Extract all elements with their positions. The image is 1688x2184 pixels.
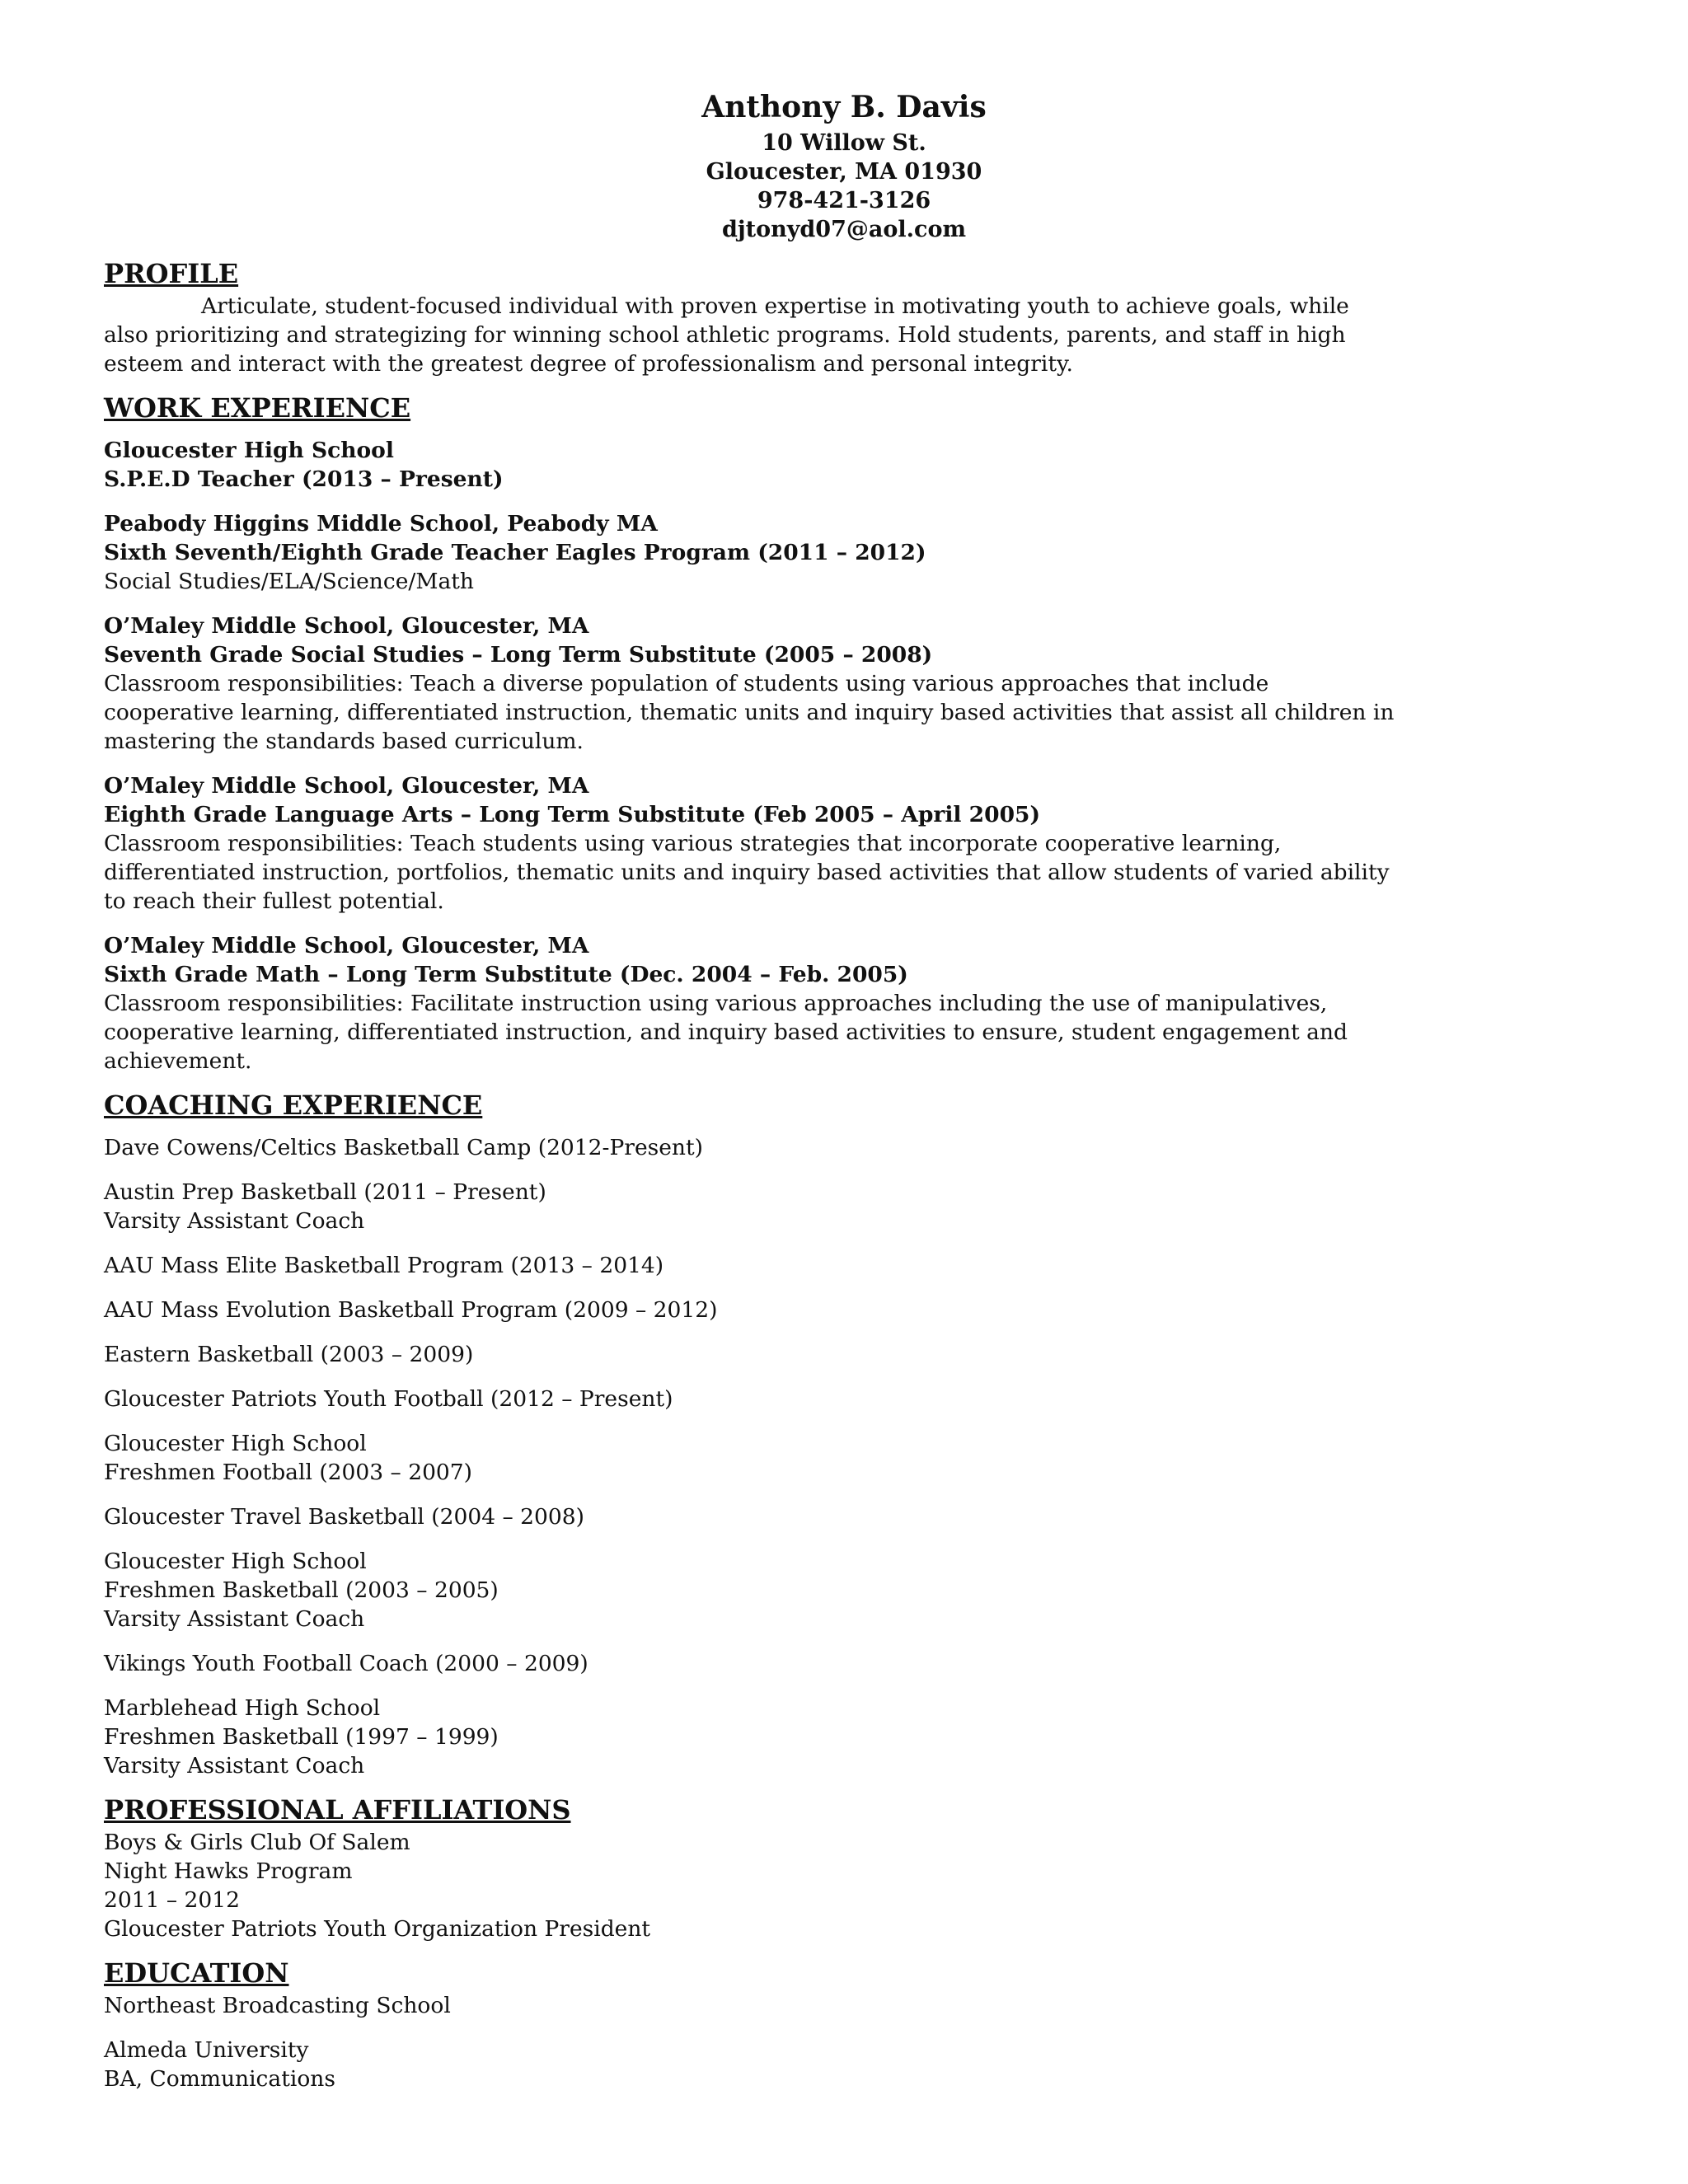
work-role: S.P.E.D Teacher (2013 – Present) [104, 466, 504, 492]
coaching-entry [104, 1429, 1398, 1487]
coaching-experience-heading: COACHING EXPERIENCE [104, 1090, 483, 1121]
work-detail: Classroom responsibilities: Facilitate instruction using various approaches including the use of manipulatives, cooperative learning, differentiated instruction, and inquiry based activities to ensure, student engagement and achievement. [104, 991, 1348, 1074]
street-address: 10 Willow St. [762, 130, 926, 156]
coaching-line: Varsity Assistant Coach [104, 1753, 365, 1779]
coaching-line: Freshmen Football (2003 – 2007) [104, 1460, 472, 1485]
coaching-line: Austin Prep Basketball (2011 – Present) [104, 1179, 546, 1205]
work-detail: Social Studies/ELA/Science/Math [104, 569, 474, 594]
coaching-entries [104, 1133, 1398, 1780]
phone-number: 978-421-3126 [757, 188, 931, 213]
work-detail: Classroom responsibilities: Teach students using various strategies that incorporate cooperative learning, differentiated instruction, portfolios, thematic units and inquiry based activities that allow students of varied ability to reach their fullest potential. [104, 831, 1390, 914]
city-state-zip: Gloucester, MA 01930 [706, 159, 982, 185]
work-role: Sixth Grade Math – Long Term Substitute (Dec. 2004 – Feb. 2005) [104, 962, 908, 987]
coaching-entry [104, 1251, 1398, 1280]
coaching-line: Marblehead High School [104, 1695, 381, 1721]
coaching-entry [104, 1385, 1398, 1413]
work-detail: Classroom responsibilities: Teach a diverse population of students using various approaches that include cooperative learning, differentiated instruction, thematic units and inquiry based activities that assist all children in mastering the standards based curriculum. [104, 671, 1395, 754]
work-employer: O’Maley Middle School, Gloucester, MA [104, 613, 589, 639]
profile-heading: PROFILE [104, 258, 239, 289]
work-role: Seventh Grade Social Studies – Long Term Substitute (2005 – 2008) [104, 642, 933, 668]
work-employer: Gloucester High School [104, 438, 394, 463]
work-experience-heading: WORK EXPERIENCE [104, 392, 411, 424]
affiliation-line: Boys & Girls Club Of Salem [104, 1830, 410, 1855]
education-entry [104, 2036, 1398, 2093]
coaching-line: Vikings Youth Football Coach (2000 – 2009) [104, 1651, 588, 1676]
profile-section [104, 255, 1398, 378]
education-line: Almeda University [104, 2037, 309, 2063]
work-entry [104, 436, 1398, 494]
resume-body [104, 255, 1398, 2093]
coaching-entry [104, 1340, 1398, 1369]
work-employer: O’Maley Middle School, Gloucester, MA [104, 773, 589, 799]
work-entry [104, 771, 1398, 916]
work-entry [104, 931, 1398, 1076]
affiliation-line: 2011 – 2012 [104, 1887, 240, 1913]
coaching-entry [104, 1502, 1398, 1531]
work-role: Sixth Seventh/Eighth Grade Teacher Eagles Program (2011 – 2012) [104, 540, 926, 565]
work-role: Eighth Grade Language Arts – Long Term Substitute (Feb 2005 – April 2005) [104, 802, 1040, 827]
affiliation-line: Night Hawks Program [104, 1858, 353, 1884]
affiliations-list [104, 1828, 1398, 1943]
coaching-line: Varsity Assistant Coach [104, 1208, 365, 1234]
coaching-line: Varsity Assistant Coach [104, 1606, 365, 1632]
coaching-line: Dave Cowens/Celtics Basketball Camp (2012-Present) [104, 1135, 703, 1160]
coaching-entry [104, 1133, 1398, 1162]
candidate-name: Anthony B. Davis [701, 90, 987, 124]
coaching-entry [104, 1649, 1398, 1678]
email-address: djtonyd07@aol.com [721, 217, 967, 242]
education-section [104, 1955, 1398, 2093]
coaching-line: Gloucester Patriots Youth Football (2012 – Present) [104, 1386, 673, 1412]
profile-text: Articulate, student-focused individual with proven expertise in motivating youth to achieve goals, while also prioritizing and strategizing for winning school athletic programs. Hold students, parents, and staff in high esteem and interact with the greatest degree of professionalism and personal integrity. [104, 293, 1349, 377]
affiliations-section [104, 1792, 1398, 1943]
work-experience-section [104, 390, 1398, 1076]
coaching-line: Gloucester Travel Basketball (2004 – 2008) [104, 1504, 584, 1530]
work-employer: O’Maley Middle School, Gloucester, MA [104, 933, 589, 958]
affiliations-heading: PROFESSIONAL AFFILIATIONS [104, 1794, 571, 1825]
education-entries [104, 1991, 1398, 2093]
education-line: BA, Communications [104, 2066, 335, 2092]
work-entry [104, 509, 1398, 596]
education-line: Northeast Broadcasting School [104, 1993, 451, 2018]
coaching-line: Freshmen Basketball (1997 – 1999) [104, 1724, 499, 1750]
work-entries [104, 436, 1398, 1076]
work-entry [104, 612, 1398, 756]
coaching-entry [104, 1694, 1398, 1780]
coaching-experience-section [104, 1087, 1398, 1780]
coaching-line: AAU Mass Evolution Basketball Program (2009 – 2012) [104, 1297, 718, 1323]
coaching-entry [104, 1296, 1398, 1324]
affiliation-line: Gloucester Patriots Youth Organization President [104, 1916, 651, 1942]
coaching-line: AAU Mass Elite Basketball Program (2013 – 2014) [104, 1253, 664, 1278]
coaching-entry [104, 1178, 1398, 1235]
work-employer: Peabody Higgins Middle School, Peabody MA [104, 511, 658, 537]
coaching-line: Eastern Basketball (2003 – 2009) [104, 1342, 474, 1367]
profile-paragraph [104, 292, 1398, 378]
coaching-line: Gloucester High School [104, 1431, 367, 1456]
resume-header [0, 86, 1688, 244]
coaching-line: Gloucester High School [104, 1549, 367, 1574]
education-entry [104, 1991, 1398, 2020]
education-heading: EDUCATION [104, 1957, 289, 1989]
coaching-line: Freshmen Basketball (2003 – 2005) [104, 1577, 499, 1603]
coaching-entry [104, 1547, 1398, 1633]
